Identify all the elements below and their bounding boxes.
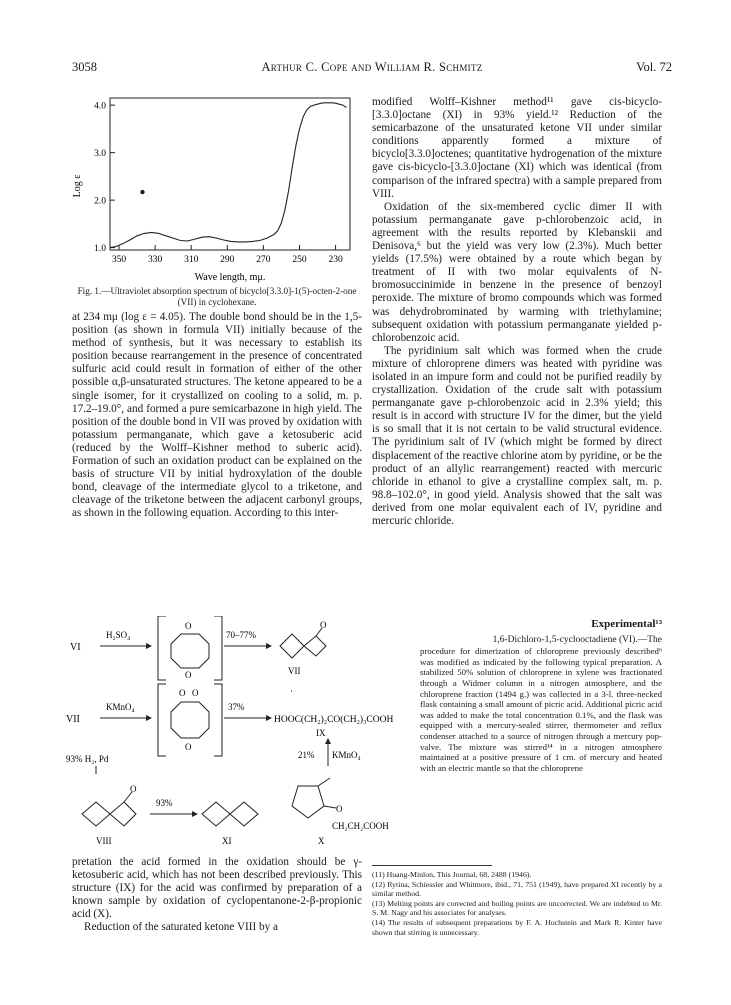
footnote: (11) Huang-Minlon, This Journal, 68, 2488 (1946). xyxy=(372,870,532,879)
series-line xyxy=(110,103,346,248)
experimental-section xyxy=(420,619,662,773)
cyclooctane-ring-1 xyxy=(171,634,209,668)
y-tick-label: 1.0 xyxy=(94,244,106,255)
body-paragraph: at 234 mμ (log ε = 4.05). The double bond should be in the 1,5-position (as shown in formula VII) initially because of the method of synthesis, but it was necessary to establish its position because rearrangement in the presence of concentrated sulfuric acid could result in formation of either of the other possible α,β-unsaturated structures. The ketone appeared to be a single isomer, for it crystallized on cooling to a solid, m. p. 17.2–19.0°, and formed a pure semicarbazone in high yield. The position of the double bond in VII was proved by oxidation with potassium permanganate, which gave a ketosuberic acid (reduced by the Wolff–Kishner method to suberic acid). Formation of such an oxidation product can be explained on the basis of structure VII by initial hydroxylation of the double bond, cleavage of the intermediate glycol to a triketone, and cleavage of the triketone between the adjacent carbonyl groups, as shown in the following equation. According to this inter- xyxy=(72,311,362,520)
yield-70-77: 70–77% xyxy=(226,630,256,640)
footnotes xyxy=(372,865,662,937)
x-tick-label: 330 xyxy=(147,255,163,265)
oxygen-label: O xyxy=(320,620,327,630)
reaction-scheme xyxy=(66,616,426,856)
side-chain-label: CH₂CH₂COOH xyxy=(332,821,389,831)
compound-vi-label: VI xyxy=(70,642,81,653)
x-tick-label: 310 xyxy=(184,255,199,265)
y-tick-label: 2.0 xyxy=(94,196,106,207)
oxygen-label: O xyxy=(185,670,192,680)
reagent-kmno4-up: KMnO₄ xyxy=(332,750,361,760)
figure-caption: Fig. 1.—Ultraviolet absorption spectrum of bicyclo[3.3.0]-1(5)-octen-2-one (VII) in cyclohexane. xyxy=(77,286,357,307)
y-tick-label: 3.0 xyxy=(94,149,106,160)
cyclooctane-ring-2 xyxy=(171,702,209,738)
ketone-viii xyxy=(82,802,110,826)
experimental-body: procedure for dimerization of chloroprene previously described⁶ was modified as indicated by the following typical preparation. A stabilized 50% solution of chloroprene in xylene was fractionated through a Widmer column in a nitrogen atmosphere, and the chloroprene fraction (1494 g.) was collected in a 3-l. three-necked flask containing a small amount of picric acid. Additional picric acid was added to make the total concentration 0.1%, and the flask was equipped with a mercury-sealed stirrer, thermometer and reflux condenser attached to a source of nitrogen through a mercury pop-valve. The mixture was stirred¹⁴ in a nitrogen atmosphere maintained at a positive pressure of 1 cm. of mercury and heated with an electric mantle so that the chloroprene xyxy=(420,646,662,773)
body-paragraph: modified Wolff–Kishner method¹¹ gave cis-bicyclo-[3.3.0]octane (XI) in 93% yield.¹² Reduction of the semicarbazone of the unsaturated ketone VII under similar conditions apparently formed a mixture of bicyclo[3.3.0]octenes; quantitative hydrogenation of the mixture gave cis-bicyclo-[3.3.0]octane (XI) which was identical (from comparison of the infrared spectra) with a sample prepared from VIII. xyxy=(372,96,662,200)
svg-text:·: · xyxy=(290,686,293,696)
footnote-rule xyxy=(372,865,492,866)
left-column-bottom xyxy=(72,856,362,935)
footnote: (13) Melting points are corrected and boiling points are uncorrected. We are indebted to Mr. S. M. Nagy and his associates for analyses. xyxy=(372,898,662,918)
body-paragraph: Oxidation of the six-membered cyclic dimer II with potassium permanganate gave p-chlorobenzoic acid, in agreement with the results reported by Klebanskii and Denisova,⁶ but the yield was very low (2.3%). Much better yields (17.5%) were obtained by a route which began by treatment of II with two molar equivalents of N-bromosuccinimide in benzene in the presence of benzoyl peroxide. The mixture of bromo compounds which was formed was dehydrobrominated by warming with triethylamine; subsequent oxidation with potassium permanganate yielded p-chlorobenzoic acid. xyxy=(372,200,662,344)
oxygen-label: O xyxy=(192,688,199,698)
x-tick-label: 350 xyxy=(111,255,127,265)
bicyclic-enone-vii xyxy=(280,634,304,658)
compound-vii-label: VII xyxy=(288,666,301,676)
volume-label: Vol. 72 xyxy=(636,60,672,74)
reagent-kmno4: KMnO₄ xyxy=(106,702,135,712)
compound-x-label: X xyxy=(318,836,325,846)
page-number: 3058 xyxy=(72,60,97,74)
data-point xyxy=(140,190,144,194)
yield-37: 37% xyxy=(228,702,245,712)
oxygen-label: O xyxy=(185,742,192,752)
footnote: (14) The results of subsequent preparations by F. A. Hochstein and Mark R. Kinter have shown that stirring is unnecessary. xyxy=(372,917,662,937)
subsection-heading: 1,6-Dichloro-1,5-cyclooctadiene (VI).—The xyxy=(492,634,662,645)
yield-93: 93% xyxy=(156,798,173,808)
y-tick-label: 4.0 xyxy=(94,101,106,112)
x-tick-label: 250 xyxy=(292,255,307,265)
oxygen-label: O xyxy=(179,688,186,698)
left-column-top xyxy=(72,311,362,521)
yield-21: 21% xyxy=(298,750,315,760)
compound-viii-label: VIII xyxy=(96,836,112,846)
compound-xi-label: XI xyxy=(222,836,232,846)
x-tick-label: 270 xyxy=(256,255,271,265)
oxygen-label: O xyxy=(336,804,343,814)
compound-ix-label: IX xyxy=(316,728,326,738)
right-column xyxy=(372,96,662,528)
y-axis-label: Log ε xyxy=(72,174,83,198)
section-heading: Experimental¹³ xyxy=(591,618,662,630)
body-paragraph: pretation the acid formed in the oxidation should be γ-ketosuberic acid, which has not been described previously. This structure (IX) for the acid was confirmed by preparation of a known sample by oxidation of cyclopentanone-2-β-propionic acid (X). xyxy=(72,856,362,921)
uv-spectrum-chart xyxy=(68,94,368,284)
oxygen-label: O xyxy=(185,621,192,631)
plot-frame xyxy=(110,98,350,250)
compound-vii-label: VII xyxy=(66,714,80,725)
cyclopentanone-x xyxy=(292,786,324,818)
footnote: (12) Rytina, Schiessler and Whitmore, ibid., 71, 751 (1949), have prepared XI recently by a similar method. xyxy=(372,879,662,899)
running-authors: Arthur C. Cope and William R. Schmitz xyxy=(261,60,483,74)
x-axis-label: Wave length, mμ. xyxy=(194,272,266,283)
body-paragraph: The pyridinium salt which was formed when the crude mixture of chloroprene dimers was heated with pyridine was isolated in an impure form and could not be purified readily by crystallization. Oxidation of the crude salt with potassium permanganate gave p-chlorobenzoic acid in 2.3% yield; this result is in accord with structure IV for the dimer, but the yield is so small that it is not certain to be valid structural evidence. The pyridinium salt of IV (which might be formed by direct displacement of the reactive chlorine atom by pyridine, or be the product of an allylic rearrangement) reacted with mercuric chloride in ethanol to give a crystalline complex salt, m. p. 98.8–102.0°, in good yield. Analysis showed that the salt was derived from one molar equivalent each of IV, pyridine and mercuric chloride. xyxy=(372,344,662,527)
body-paragraph: Reduction of the saturated ketone VIII by a xyxy=(84,921,278,934)
hydrogenation-label: 93% H₂, Pd xyxy=(66,754,109,764)
product-ix-formula: HOOC(CH₂)₂CO(CH₂)₃COOH xyxy=(274,715,394,725)
oxygen-label: O xyxy=(130,784,137,794)
x-tick-label: 230 xyxy=(328,255,343,265)
reagent-h2so4: H₂SO₄ xyxy=(106,630,131,640)
x-tick-label: 290 xyxy=(220,255,235,265)
bicyclooctane-xi xyxy=(202,802,230,826)
